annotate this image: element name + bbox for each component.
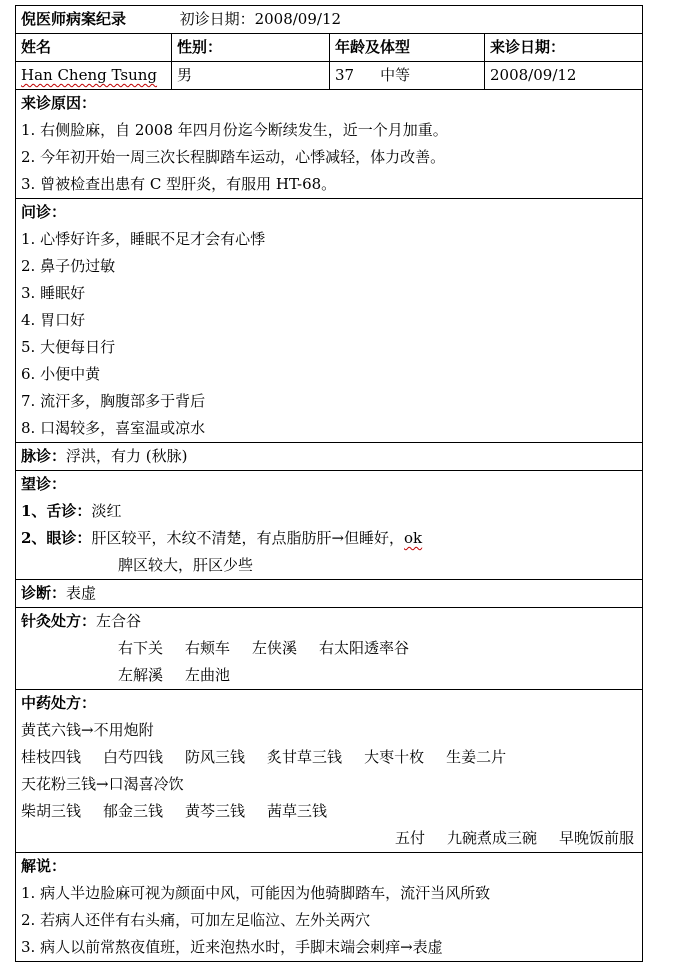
age-build-cell	[330, 62, 485, 89]
dosage-timing: 早晚饭前服	[558, 829, 634, 847]
inquiry-item: 6. 小便中黄	[21, 365, 101, 383]
sex-header: 性别：	[172, 34, 330, 61]
eye-label: 2、眼诊：	[21, 529, 92, 547]
herb-item: 大枣十枚	[364, 748, 425, 766]
pulse-text: 浮洪，有力 (秋脉)	[66, 447, 188, 465]
acupoint: 左侠溪	[252, 639, 298, 657]
observation-section	[16, 471, 642, 580]
herb-item: 茜草三钱	[267, 802, 328, 820]
name-header: 姓名	[16, 34, 172, 61]
complaint-item: 1. 右侧脸麻，自 2008 年四月份迄今断续发生，近一个月加重。	[21, 121, 448, 139]
tongue-text: 淡红	[91, 502, 122, 520]
inquiry-item: 7. 流汗多，胸腹部多于背后	[21, 392, 206, 410]
record-title: 倪医师病案纪录	[21, 10, 127, 28]
record-header	[16, 6, 642, 34]
dosage-count: 五付	[394, 829, 425, 847]
diagnosis-section	[16, 580, 642, 608]
explanation-item: 1. 病人半边脸麻可视为颜面中风，可能因为他骑脚踏车，流汗当风所致	[21, 884, 491, 902]
acupoint: 左解溪	[118, 666, 164, 684]
acupoint: 右太阳透率谷	[319, 639, 410, 657]
eye-ok: ok	[404, 529, 423, 547]
medical-record-table	[15, 5, 643, 962]
visit-date-header: 来诊日期：	[490, 38, 566, 56]
herb-item: 桂枝四钱	[21, 748, 82, 766]
inquiry-item: 4. 胃口好	[21, 311, 86, 329]
herb-item: 生姜二片	[446, 748, 507, 766]
patient-visit-date: 2008/09/12	[490, 66, 577, 84]
herb-line: 黄芪六钱→不用炮附	[21, 721, 154, 739]
patient-name-cell	[16, 62, 172, 89]
inquiry-section	[16, 199, 642, 443]
herb-item: 白芍四钱	[103, 748, 164, 766]
acupoint: 右颊车	[185, 639, 231, 657]
inquiry-item: 2. 鼻子仍过敏	[21, 257, 116, 275]
patient-values-row	[16, 62, 642, 90]
acupoint: 右下关	[118, 639, 164, 657]
patient-age: 37	[335, 66, 355, 84]
patient-header-row	[16, 34, 642, 62]
herb-item: 黄芩三钱	[185, 802, 246, 820]
complaint-item: 3. 曾被检查出患有 C 型肝炎，有服用 HT-68。	[21, 175, 337, 193]
explanation-item: 2. 若病人还伴有右头痛，可加左足临泣、左外关两穴	[21, 911, 371, 929]
acupuncture-label: 针灸处方：	[21, 612, 97, 630]
eye-text: 肝区较平，木纹不清楚，有点脂肪肝→但睡好，	[91, 529, 405, 547]
inquiry-label: 问诊：	[21, 203, 67, 221]
herb-item: 郁金三钱	[103, 802, 164, 820]
dosage-decoction: 九碗煮成三碗	[446, 829, 537, 847]
pulse-section	[16, 443, 642, 471]
patient-build: 中等	[380, 66, 411, 84]
inquiry-item: 5. 大便每日行	[21, 338, 116, 356]
diagnosis-text: 表虚	[66, 584, 97, 602]
age-build-header: 年龄及体型	[330, 34, 485, 61]
patient-sex: 男	[172, 62, 330, 89]
herb-line: 天花粉三钱→口渴喜冷饮	[21, 775, 184, 793]
diagnosis-label: 诊断：	[21, 584, 67, 602]
herb-item: 炙甘草三钱	[267, 748, 343, 766]
herbal-label: 中药处方：	[21, 694, 97, 712]
first-visit-date: 初诊日期：2008/09/12	[179, 10, 342, 28]
observation-label: 望诊：	[21, 475, 67, 493]
acupoint: 左曲池	[185, 666, 231, 684]
pulse-label: 脉诊：	[21, 447, 67, 465]
complaint-section	[16, 90, 642, 199]
inquiry-item: 8. 口渴较多，喜室温或凉水	[21, 419, 206, 437]
patient-name: Han Cheng Tsung	[21, 66, 158, 84]
herb-item: 柴胡三钱	[21, 802, 82, 820]
complaint-label: 来诊原因：	[21, 94, 97, 112]
inquiry-item: 3. 睡眠好	[21, 284, 86, 302]
inquiry-item: 1. 心悸好许多，睡眠不足才会有心悸	[21, 230, 266, 248]
explanation-section	[16, 853, 642, 961]
eye-text-line2: 脾区较大，肝区少些	[118, 556, 254, 574]
herb-item: 防风三钱	[185, 748, 246, 766]
dosage-instructions	[16, 825, 642, 852]
explanation-item: 3. 病人以前常熬夜值班，近来泡热水时，手脚末端会刺痒→表虚	[21, 938, 443, 956]
explanation-label: 解说：	[21, 857, 67, 875]
acupuncture-section	[16, 608, 642, 690]
complaint-item: 2. 今年初开始一周三次长程脚踏车运动，心悸减轻，体力改善。	[21, 148, 446, 166]
herbal-section	[16, 690, 642, 853]
tongue-label: 1、舌诊：	[21, 502, 92, 520]
acupoint: 左合谷	[96, 612, 142, 630]
